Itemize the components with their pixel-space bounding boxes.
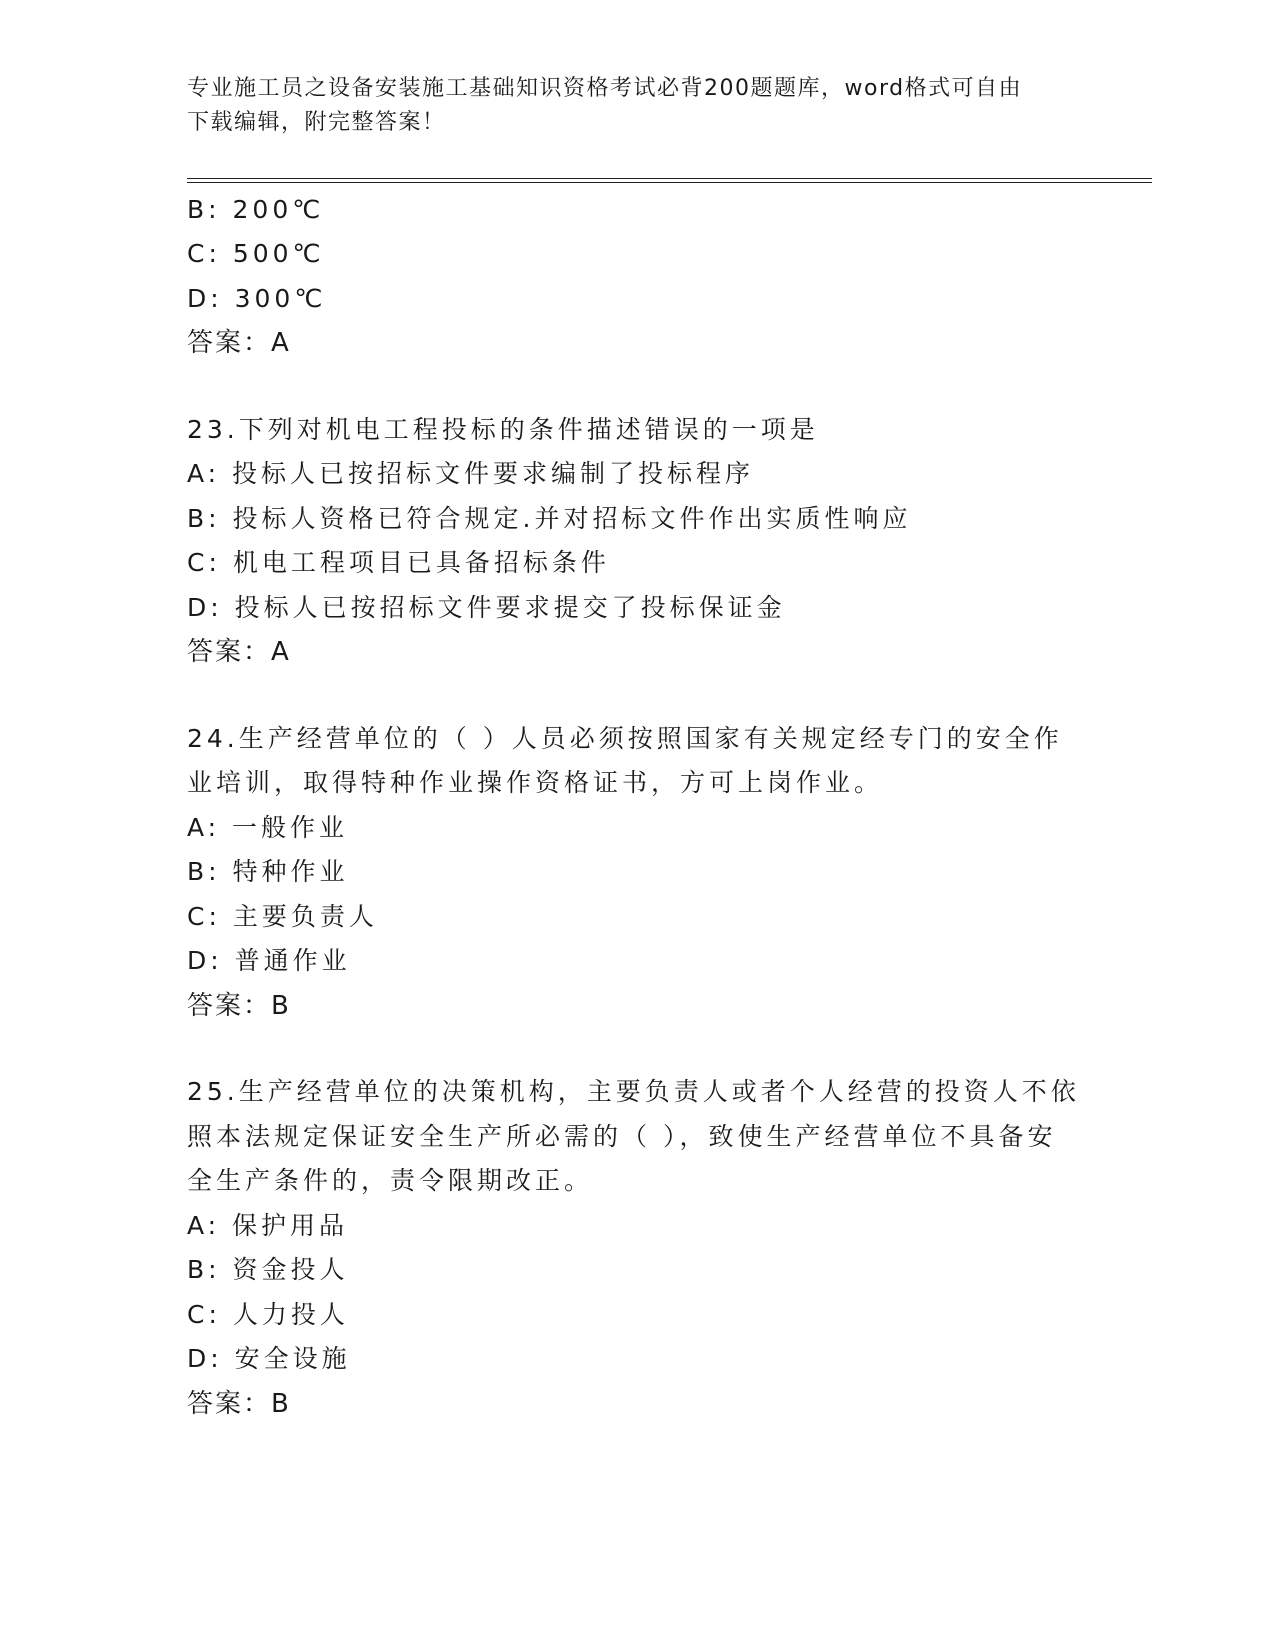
q23-option-a: A: 投标人已按招标文件要求编制了投标程序: [187, 459, 755, 488]
q22-option-d: D: 300℃: [187, 284, 327, 313]
q22-answer: 答案：A: [187, 328, 291, 358]
q22-option-c: C: 500℃: [187, 239, 325, 268]
q24-option-a: A: 一般作业: [187, 813, 349, 842]
q24-option-c: C: 主要负责人: [187, 902, 378, 931]
q23-option-b: B: 投标人资格已符合规定.并对招标文件作出实质性响应: [187, 504, 912, 533]
q24-question-line-2: 业培训，取得特种作业操作资格证书，方可上岗作业。: [187, 768, 884, 797]
q25-option-d: D: 安全设施: [187, 1344, 351, 1373]
q23-option-c: C: 机电工程项目已具备招标条件: [187, 548, 610, 577]
document-header: [187, 72, 1087, 140]
q24-option-d: D: 普通作业: [187, 946, 351, 975]
q25-option-b: B: 资金投人: [187, 1255, 349, 1284]
header-divider-top: [187, 178, 1152, 179]
q25-option-a: A: 保护用品: [187, 1211, 349, 1240]
q22-option-b: B: 200℃: [187, 195, 325, 224]
q25-question-line-2: 照本法规定保证安全生产所必需的（ ），致使生产经营单位不具备安: [187, 1122, 1057, 1151]
q24-option-b: B: 特种作业: [187, 857, 349, 886]
header-title-line-1: 专业施工员之设备安装施工基础知识资格考试必背200题题库，word格式可自由: [187, 76, 1023, 101]
q25-question-line-1: 25.生产经营单位的决策机构，主要负责人或者个人经营的投资人不依: [187, 1077, 1080, 1106]
q25-answer: 答案：B: [187, 1389, 291, 1419]
q25-option-c: C: 人力投人: [187, 1300, 349, 1329]
header-divider-bottom: [187, 182, 1152, 183]
q23-question: 23.下列对机电工程投标的条件描述错误的一项是: [187, 415, 819, 444]
header-title-line-2: 下载编辑，附完整答案！: [187, 110, 446, 135]
q25-question-line-3: 全生产条件的，责令限期改正。: [187, 1166, 594, 1195]
q23-answer: 答案：A: [187, 637, 291, 667]
q24-question-line-1: 24.生产经营单位的（ ）人员必须按照国家有关规定经专门的安全作: [187, 724, 1063, 753]
q23-option-d: D: 投标人已按招标文件要求提交了投标保证金: [187, 593, 786, 622]
q24-answer: 答案：B: [187, 991, 291, 1021]
